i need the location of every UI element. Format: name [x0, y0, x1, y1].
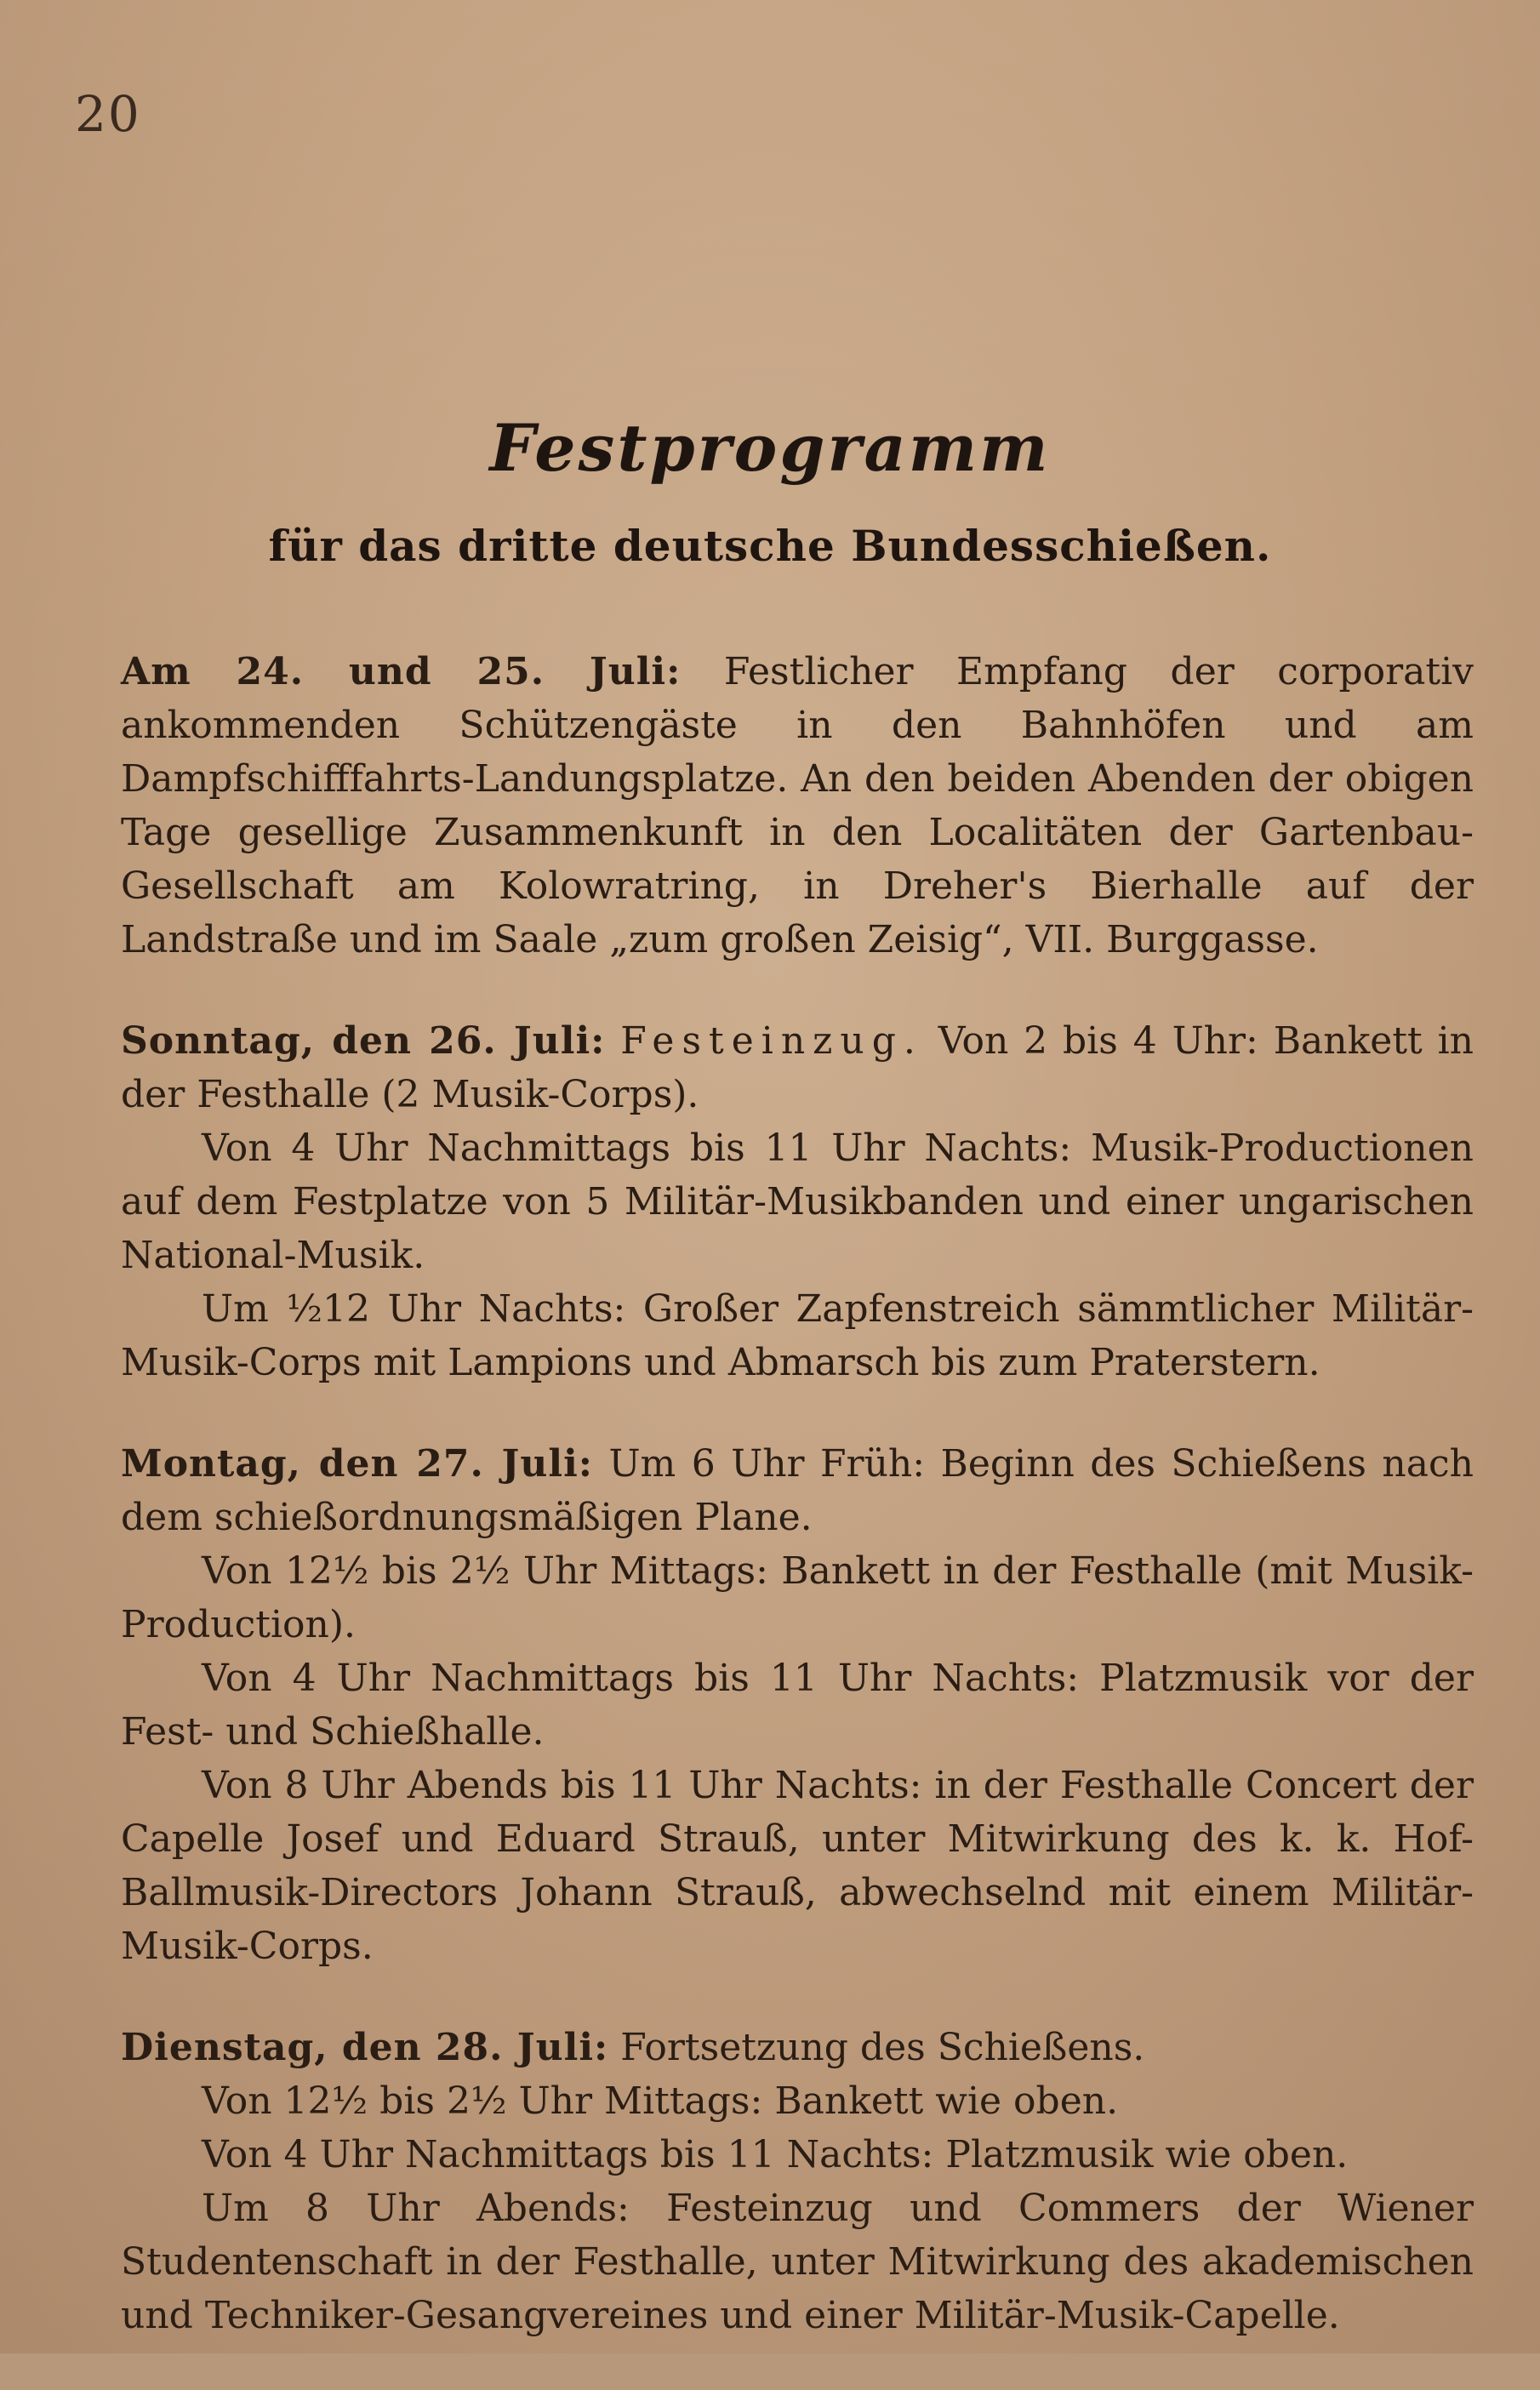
entry-paragraph: [121, 2021, 1474, 2074]
entry-paragraph: Um 8 Uhr Abends: Festeinzug und Commers der Wiener Studentenschaft in der Festhalle, unter Mitwirkung des akademischen und Techniker-Gesangvereines und einer Militär-Musik-Capelle.: [121, 2187, 1474, 2337]
entry-paragraph: [121, 645, 1474, 967]
program-body: [121, 645, 1474, 2390]
entry-spaced-text: Festeinzug.: [620, 1019, 923, 1063]
day-heading: Montag, den 27. Juli:: [121, 1442, 594, 1486]
program-entry-july-27: [121, 1437, 1474, 1973]
entry-paragraph: [121, 1014, 1474, 1121]
entry-paragraph: Um ½12 Uhr Nachts: Großer Zapfenstreich sämmtlicher Militär-Musik-Corps mit Lampions und Abmarsch bis zum Praterstern.: [121, 1287, 1474, 1384]
entry-paragraph: Von 4 Uhr Nachmittags bis 11 Uhr Nachts: Musik-Productionen auf dem Festplatze von 5 Militär-Musikbanden und einer ungarischen National-Musik.: [121, 1127, 1474, 1277]
entry-text: Um 6 Uhr Früh: Beginn des Schießens nach dem schießordnungsmäßigen Plane.: [121, 1442, 1474, 1539]
program-entry-july-24-25: [121, 645, 1474, 967]
page-subtitle: für das dritte deutsche Bundesschießen.: [268, 521, 1272, 571]
entry-text: Von 2 bis 4 Uhr: Bankett in der Festhalle (2 Musik-Corps).: [121, 1019, 1474, 1116]
entry-paragraph: Von 12½ bis 2½ Uhr Mittags: Bankett in der Festhalle (mit Musik-Production).: [121, 1549, 1474, 1646]
entry-text: Festlicher Empfang der corporativ ankommenden Schützengäste in den Bahnhöfen und am Dampfschifffahrts-Landungsplatze. An den beiden Abenden der obigen Tage gesellige Zusammenkunft in den Localitäten der Gartenbau-Gesellschaft am Kolowratring, in Dreher's Bierhalle auf der Landstraße und im Saale „zum großen Zeisig“, VII. Burggasse.: [121, 650, 1474, 961]
day-heading: Am 24. und 25. Juli:: [121, 650, 682, 693]
entry-paragraph: Von 8 Uhr Abends bis 11 Uhr Nachts: in der Festhalle Concert der Capelle Josef und Eduard Strauß, unter Mitwirkung des k. k. Hof-Ballmusik-Directors Johann Strauß, abwechselnd mit einem Militär-Musik-Corps.: [121, 1764, 1474, 1968]
day-heading: Sonntag, den 26. Juli:: [121, 1019, 606, 1063]
page-title: Festprogramm: [489, 410, 1051, 486]
entry-paragraph: Von 12½ bis 2½ Uhr Mittags: Bankett wie oben.: [202, 2079, 1119, 2123]
entry-paragraph: Von 4 Uhr Nachmittags bis 11 Nachts: Platzmusik wie oben.: [202, 2133, 1349, 2176]
entry-paragraph: [121, 1437, 1474, 1544]
day-heading: Dienstag, den 28. Juli:: [121, 2026, 609, 2069]
entry-text: Fortsetzung des Schießens.: [620, 2026, 1145, 2069]
page-number: 20: [75, 85, 141, 143]
program-entry-july-26: [121, 1014, 1474, 1389]
program-entry-july-28: [121, 2021, 1474, 2342]
entry-paragraph: Von 4 Uhr Nachmittags bis 11 Uhr Nachts: Platzmusik vor der Fest- und Schießhalle.: [121, 1657, 1474, 1754]
